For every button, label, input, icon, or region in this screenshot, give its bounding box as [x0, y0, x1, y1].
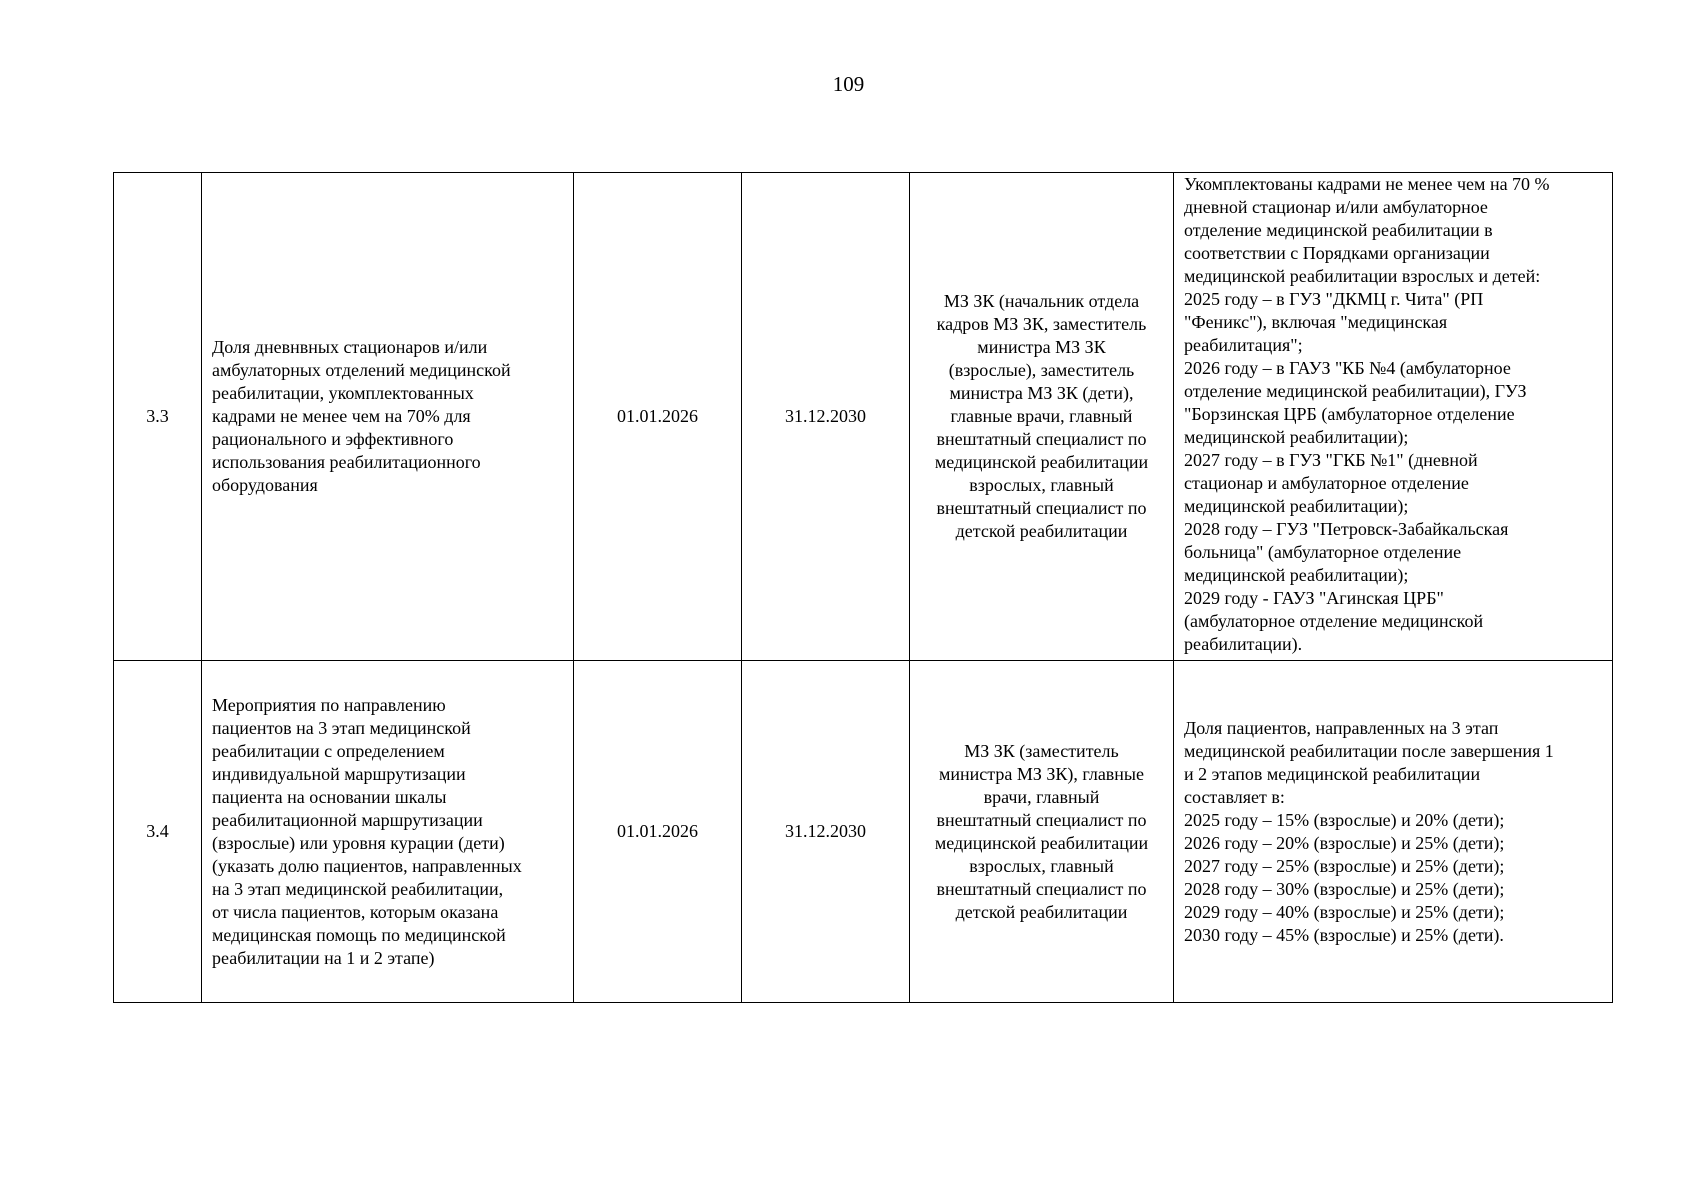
expected-result: Доля пациентов, направленных на 3 этап медицинской реабилитации после завершения 1 и 2 этапов медицинской реабилитации составляет в: 2025 году – 15% (взрослые) и 20% (дети); 2026 году – 20% (взрослые) и 25% (дети); 2027 году – 25% (взрослые) и 25% (дети); 2028 году – 30% (взрослые) и 25% (дети); 2029 году – 40% (взрослые) и 25% (дети); 2030 году – 45% (взрослые) и 25% (дети). [1174, 661, 1613, 1003]
end-date: 31.12.2030 [742, 173, 910, 661]
measure-name: Мероприятия по направлению пациентов на 3 этап медицинской реабилитации с определением индивидуальной маршрутизации пациента на основании шкалы реабилитационной маршрутизации (взрослые) или уровня курации (дети) (указать долю пациентов, направленных на 3 этап медицинской реабилитации, от числа пациентов, которым оказана медицинская помощь по медицинской реабилитации на 1 и 2 этапе) [202, 661, 574, 1003]
row-number: 3.3 [114, 173, 202, 661]
table-row [114, 661, 1613, 1003]
measure-name: Доля дневнвных стационаров и/или амбулаторных отделений медицинской реабилитации, укомплектованных кадрами не менее чем на 70% для рационального и эффективного использования реабилитационного оборудования [202, 173, 574, 661]
responsible: МЗ ЗК (начальник отдела кадров МЗ ЗК, заместитель министра МЗ ЗК (взрослые), заместитель министра МЗ ЗК (дети), главные врачи, главный внештатный специалист по медицинской реабилитации взрослых, главный внештатный специалист по детской реабилитации [910, 173, 1174, 661]
responsible: МЗ ЗК (заместитель министра МЗ ЗК), главные врачи, главный внештатный специалист по медицинской реабилитации взрослых, главный внештатный специалист по детской реабилитации [910, 661, 1174, 1003]
end-date: 31.12.2030 [742, 661, 910, 1003]
start-date: 01.01.2026 [574, 173, 742, 661]
measures-table [113, 172, 1613, 1003]
page-number: 109 [832, 72, 865, 96]
start-date: 01.01.2026 [574, 661, 742, 1003]
expected-result: Укомплектованы кадрами не менее чем на 70 % дневной стационар и/или амбулаторное отделение медицинской реабилитации в соответствии с Порядками организации медицинской реабилитации взрослых и детей: 2025 году – в ГУЗ "ДКМЦ г. Чита" (РП "Феникс"), включая "медицинская реабилитация"; 2026 году – в ГАУЗ "КБ №4 (амбулаторное отделение медицинской реабилитации), ГУЗ "Борзинская ЦРБ (амбулаторное отделение медицинской реабилитации); 2027 году – в ГУЗ "ГКБ №1" (дневной стационар и амбулаторное отделение медицинской реабилитации); 2028 году – ГУЗ "Петровск-Забайкальская больница" (амбулаторное отделение медицинской реабилитации); 2029 году - ГАУЗ "Агинская ЦРБ" (амбулаторное отделение медицинской реабилитации). [1174, 173, 1613, 661]
row-number: 3.4 [114, 661, 202, 1003]
table-row [114, 173, 1613, 661]
